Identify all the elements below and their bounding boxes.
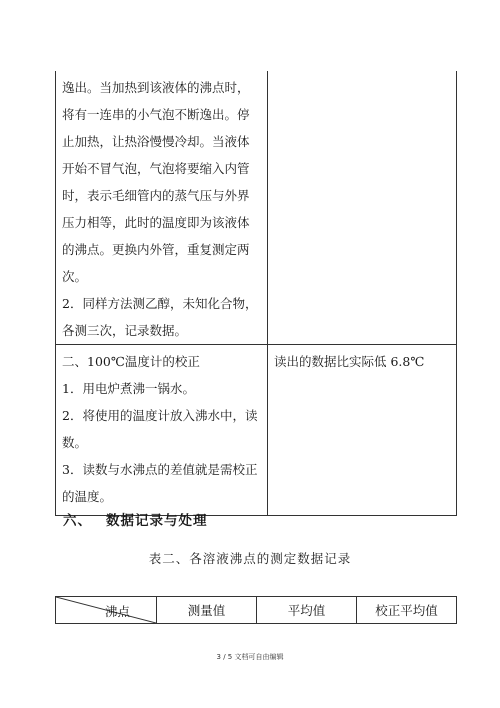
procedure-row-1-right [268,71,457,345]
header-boiling-point: 沸点 [104,604,130,619]
procedure-row-2-right: 读出的数据比实际低 6.8℃ [268,345,457,516]
procedure-paragraph: 3．读数与水沸点的差值就是需校正的温度。 [62,462,258,504]
page-footer: 3 / 5 文档可自由编辑 [216,653,284,661]
section-number: 六、 [63,513,92,529]
section-heading [63,509,208,529]
header-average-value: 平均值 [257,597,357,624]
boiling-point-data-table [55,596,457,624]
procedure-paragraph: 逸出。当加热到该液体的沸点时，将有一连串的小气泡不断逸出。停止加热，让热浴慢慢冷却。当液体开始不冒气泡，气泡将要缩入内管时，表示毛细管内的蒸气压与外界压力相等，此时的温度即为该液体的沸点。更换内外管，重复测定两次。 [62,80,250,284]
diagonal-header-cell [56,597,157,624]
procedure-paragraph: 1．用电炉煮沸一锅水。 [62,381,195,396]
procedure-paragraph: 二、100℃温度计的校正 [62,354,200,369]
table-caption: 表二、各溶液沸点的测定数据记录 [148,551,352,566]
header-corrected-average: 校正平均值 [357,597,457,624]
procedure-row-1 [56,71,457,345]
section-title: 数据记录与处理 [106,513,208,529]
procedure-row-2-left [56,345,268,516]
procedure-row-1-left [56,71,268,345]
procedure-paragraph: 2．同样方法测乙醇，未知化合物，各测三次，记录数据。 [62,296,258,338]
procedure-row-2 [56,345,457,516]
header-measured-value: 测量值 [157,597,257,624]
procedure-table [55,71,457,516]
procedure-paragraph: 2．将使用的温度计放入沸水中，读数。 [62,408,258,450]
table-header-row [56,597,457,624]
